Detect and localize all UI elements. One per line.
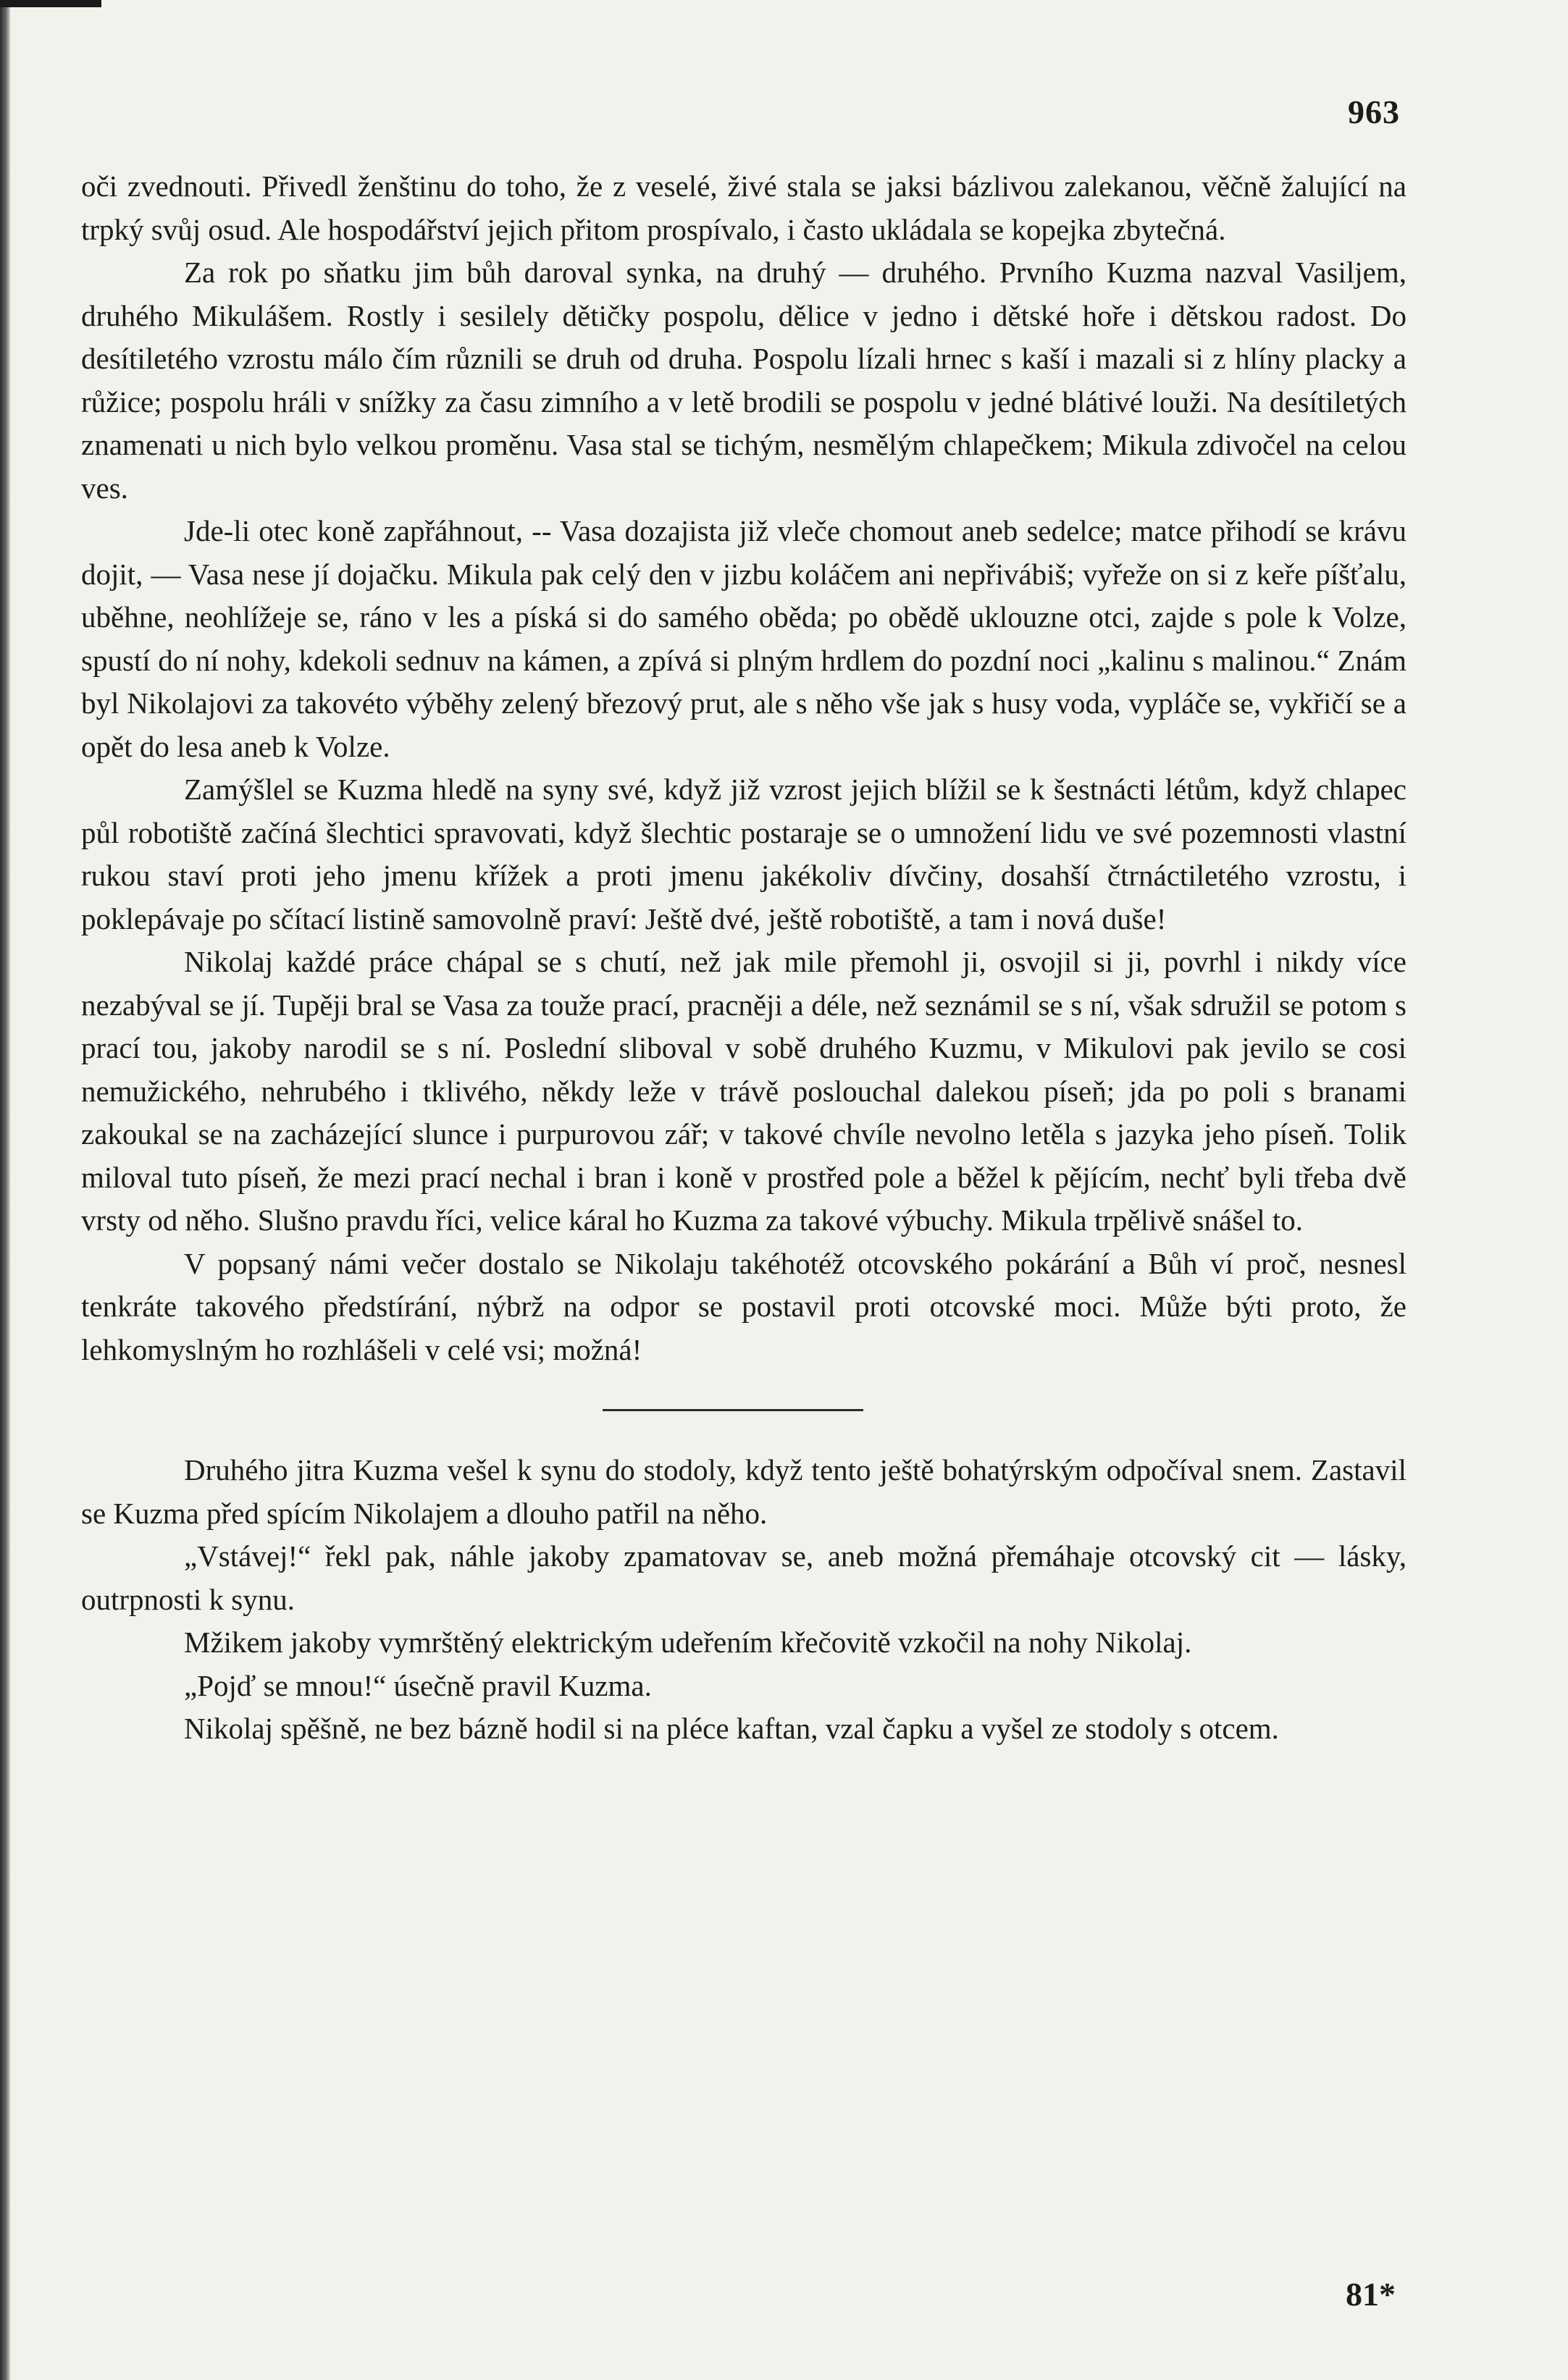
paragraph: Za rok po sňatku jim bůh daroval synka, na druhý — druhého. Prvního Kuzma nazval Vasiljem, druhého Mikulášem. Rostly i sesilely dětičky pospolu, dělice v jedno i dětské hoře i dětskou radost. Do desítiletého vzrostu málo čím různili se druh od druha. Pospolu lízali hrnec s kaší i mazali si z hlíny placky a růžice; pospolu hráli v snížky za času zimního a v letě brodili se pospolu v jedné blátivé louži. Na desítiletých znamenati u nich bylo velkou proměnu. Vasa stal se tichým, nesmělým chlapečkem; Mikula zdivočel na celou ves. [81,256,1406,505]
paragraph: Druhého jitra Kuzma vešel k synu do stodoly, když tento ještě bohatýrským odpočíval snem. Zastavil se Kuzma před spícím Nikolajem a dlouho patřil na něho. [81,1453,1406,1530]
body-text [81,165,1406,1751]
scan-binding-edge [0,0,10,2380]
scan-top-mark [0,0,101,7]
paragraph: oči zvednouti. Přivedl ženštinu do toho, že z veselé, živé stala se jaksi bázlivou zalekanou, věčně žalující na trpký svůj osud. Ale hospodářství jejich přitom prospívalo, i často ukládala se kopejka zbytečná. [81,169,1406,246]
paragraph: Jde-li otec koně zapřáhnout, -- Vasa dozajista již vleče chomout aneb sedelce; matce přihodí se krávu dojit, — Vasa nese jí dojačku. Mikula pak celý den v jizbu koláčem ani nepřivábiš; vyřeže on si z keře píšťalu, uběhne, neohlížeje se, ráno v les a píská si do samého oběda; po obědě uklouzne otci, zajde s pole k Volze, spustí do ní nohy, kdekoli sednuv na kámen, a zpívá si plným hrdlem do pozdní noci „kalinu s malinou.“ Znám byl Nikolajovi za takovéto výběhy zelený březový prut, ale s něho vše jak s husy voda, vypláče se, vykřičí se a opět do lesa aneb k Volze. [81,514,1406,763]
paragraph: V popsaný námi večer dostalo se Nikolaju takéhotéž otcovského pokárání a Bůh ví proč, nesnesl tenkráte takového předstírání, nýbrž na odpor se postavil proti otcovské moci. Může býti proto, že lehkomyslným ho rozhlášeli v celé vsi; možná! [81,1246,1406,1366]
printer-signature: 81* [1346,2276,1396,2313]
paragraph: „Vstávej!“ řekl pak, náhle jakoby zpamatovav se, aneb možná přemáhaje otcovský cit — lásky, outrpnosti k synu. [81,1539,1406,1616]
paragraph: Zamýšlel se Kuzma hledě na syny své, když již vzrost jejich blížil se k šestnácti létům, když chlapec půl robotiště začíná šlechtici spravovati, když šlechtic postaraje se o umnožení lidu ve své pozemnosti vlastní rukou staví proti jeho jmenu křížek a proti jmenu jakékoliv dívčiny, dosahší čtrnáctiletého vzrostu, i poklepávaje po sčítací listině samovolně praví: Ještě dvé, ještě robotiště, a tam i nová duše! [81,773,1406,935]
section-separator [603,1409,863,1411]
paragraph: Mžikem jakoby vymrštěný elektrickým udeřením křečovitě vzkočil na nohy Nikolaj. [184,1626,1192,1659]
paragraph: „Pojď se mnou!“ úsečně pravil Kuzma. [184,1668,652,1702]
page-number: 963 [1348,93,1400,130]
paragraph: Nikolaj každé práce chápal se s chutí, než jak mile přemohl ji, osvojil si ji, povrhl i nikdy více nezabýval se jí. Tupěji bral se Vasa za touže prací, pracněji a déle, než seznámil se s ní, však sdružil se potom s prací tou, jakoby narodil se s ní. Poslední sliboval v sobě druhého Kuzmu, v Mikulovi pak jevilo se cosi nemužického, nehrubého i tklivého, někdy leže v trávě poslouchal dalekou píseň; jda po poli s branami zakoukal se na zacházející slunce i purpurovou zář; v takové chvíle nevolno letěla s jazyka jeho píseň. Tolik miloval tuto píseň, že mezi prací nechal i bran i koně v prostřed pole a běžel k pějícím, nechť byli třeba dvě vrsty od něho. Slušno pravdu říci, velice káral ho Kuzma za takové výbuchy. Mikula trpělivě snášel to. [81,945,1406,1237]
paragraph: Nikolaj spěšně, ne bez bázně hodil si na pléce kaftan, vzal čapku a vyšel ze stodoly s otcem. [184,1712,1279,1745]
